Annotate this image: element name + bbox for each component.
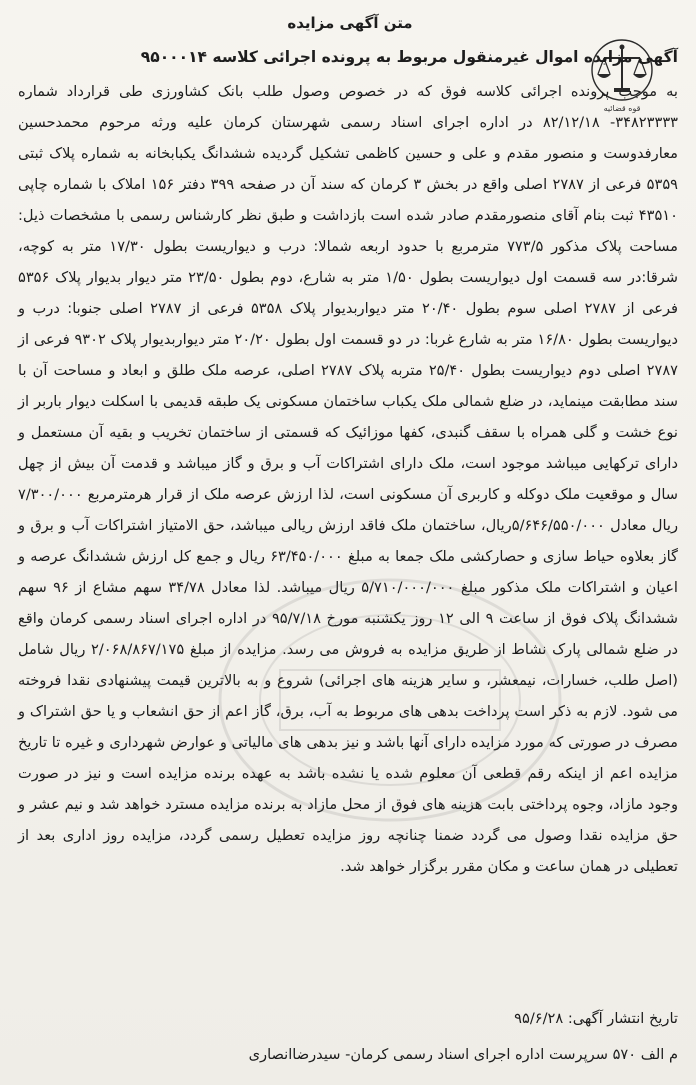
- publish-date: تاریخ انتشار آگهی: ۹۵/۶/۲۸: [514, 1010, 678, 1027]
- signature-line: م الف ۵۷۰ سرپرست اداره اجرای اسناد رسمی کرمان- سیدرضاانصاری: [248, 1046, 678, 1063]
- notice-body: [18, 76, 678, 956]
- emblem-caption: قوه قضائیه: [603, 104, 641, 113]
- notice-title: متن آگهی مزایده: [287, 14, 413, 32]
- notice-body-paragraph: به موجب پرونده اجرائی کلاسه فوق که در خصوص وصول طلب بانک کشاورزی طی قرارداد شماره ۳۴۸۲۳۳۳۳- ۸۲/۱۲/۱۸ در اداره اجرای اسناد رسمی شهرستان کرمان علیه ورثه مرحوم محمدحسین معارفدوست و منصور مقدم و علی و حسین کاظمی تشکیل گردیده ششدانگ یکبابخانه به شماره پلاک ثبتی ۵۳۵۹ فرعی از ۲۷۸۷ اصلی واقع در بخش ۳ کرمان که سند آن در صفحه ۳۹۹ دفتر ۱۵۶ املاک با شماره چاپی ۴۳۵۱۰ ثبت بنام آقای منصورمقدم صادر شده است بازداشت و طبق نظر کارشناس رسمی با مشخصات ذیل: مساحت پلاک مذکور ۷۷۳/۵ مترمربع با حدود اربعه شمالا: درب و دیواریست بطول ۱۷/۳۰ متر به کوچه، شرقا:در سه قسمت اول دیواریست بطول ۱/۵۰ متر به شارع، دوم بطول ۲۳/۵۰ متر دیوار بدیوار پلاک ۵۳۵۶ فرعی از ۲۷۸۷ اصلی سوم بطول ۲۰/۴۰ متر دیواربدیوار پلاک ۵۳۵۸ فرعی از ۲۷۸۷ اصلی جنوبا: درب و دیواریست بطول ۱۶/۸۰ متر به شارع غربا: در دو قسمت اول بطول ۲۰/۲۰ متر دیواربدیوار پلاک ۹۳۰۲ فرعی از ۲۷۸۷ اصلی دوم دیواریست بطول ۲۵/۴۰ متربه پلاک ۲۷۸۷ اصلی، عرصه ملک طلق و ابعاد و مساحت آن با سند مطابقت مینماید، در ضلع شمالی ملک یکباب ساختمان مسکونی یک طبقه قدیمی با اسکلت دیوار باربر از نوع خشت و گلی همراه با سقف گنبدی، کفها موزائیک که قسمتی از ساختمان تخریب و بقیه آن مستعمل و دارای ترکهایی میباشد موجود است، ملک دارای اشتراکات آب و برق و گاز میباشد و قدمت آن بیش از چهل سال و موقعیت ملک دوکله و کاربری آن مسکونی است، لذا ارزش عرصه ملک از قرار هرمترمربع ۷/۳۰۰/۰۰۰ ریال معادل ۵/۶۴۶/۵۵۰/۰۰۰ریال، ساختمان ملک فاقد ارزش ریالی میباشد، حق الامتیاز اشتراکات آب و برق و گاز بعلاوه حیاط سازی و حصارکشی ملک جمعا به مبلغ ۶۳/۴۵۰/۰۰۰ ریال و جمع کل ارزش ششدانگ عرصه و اعیان و اشتراکات ملک مذکور مبلغ ۵/۷۱۰/۰۰۰/۰۰۰ ریال میباشد. لذا معادل ۳۴/۷۸ سهم مشاع از ۹۶ سهم ششدانگ پلاک فوق از ساعت ۹ الی ۱۲ روز یکشنبه مورخ ۹۵/۷/۱۸ در اداره اجرای اسناد رسمی کرمان واقع در ضلع شمالی پارک نشاط از طریق مزایده به فروش می رسد. مزایده از مبلغ ۲/۰۶۸/۸۶۷/۱۷۵ ریال شامل (اصل طلب، خسارات، نیمعشر، و سایر هزینه های اجرائی) شروع و به بالاترین قیمت پیشنهادی نقدا فروخته می شود. لازم به ذکر است پرداخت بدهی های مربوط به آب، برق، گاز اعم از حق انشعاب و یا حق اشتراک و مصرف در صورتی که مورد مزایده دارای آنها باشد و نیز بدهی های مالیاتی و عوارض شهرداری و غیره تا تاریخ مزایده اعم از اینکه رقم قطعی آن معلوم شده یا نشده باشد به عهده برنده مزایده است و نیز در صورت وجود مازاد، وجوه پرداختی بابت هزینه های فوق از محل مازاد به برنده مزایده مسترد خواهد شد و نیم عشر و حق مزایده نقدا وصول می گردد ضمنا چنانچه روز مزایده تعطیل رسمی گردد، مزایده روز اداری بعد از تعطیلی در همان ساعت و مکان مقرر برگزار خواهد شد.: [18, 83, 679, 875]
- notice-subtitle: آگهی مزایده اموال غیرمنقول مربوط به پرونده اجرائی کلاسه ۹۵۰۰۰۱۴: [140, 48, 678, 66]
